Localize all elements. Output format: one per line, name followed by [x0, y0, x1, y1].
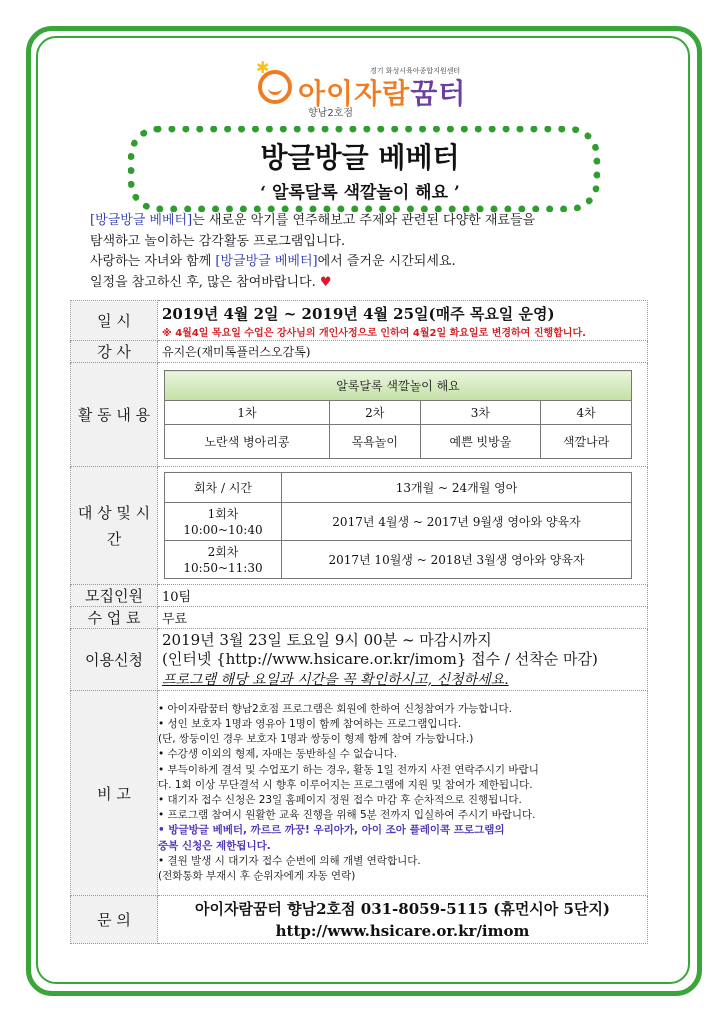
activity-header: 알록달록 색깔놀이 해요	[165, 371, 632, 401]
session-1-time: 10:00~10:40	[183, 522, 263, 537]
activity-col-2: 2차	[329, 401, 420, 425]
teacher-value: 유지은(재미톡플러스오감톡)	[158, 341, 648, 363]
star-icon: ✱	[256, 58, 270, 77]
activity-item-2: 목욕놀이	[329, 425, 420, 459]
apply-label: 이용신청	[71, 629, 158, 691]
activity-col-1: 1차	[165, 401, 330, 425]
session-1-name: 1회차	[207, 506, 239, 521]
note-item-highlight: 중복 신청은 제한됩니다.	[158, 839, 271, 852]
activity-item-3: 예쁜 빗방울	[420, 425, 540, 459]
session-2-name: 2회차	[207, 544, 239, 559]
notes-label: 비 고	[71, 691, 158, 896]
target-head-session: 회차 / 시간	[165, 473, 282, 503]
apply-line1: 2019년 3월 23일 토요일 9시 00분 ~ 마감시까지	[162, 630, 492, 649]
logo-branch: 향남2호점	[308, 108, 354, 119]
activity-item-4: 색깔나라	[541, 425, 632, 459]
logo-brand-part2: 꿈터	[410, 77, 467, 110]
recruit-label: 모집인원	[71, 585, 158, 607]
contact-label: 문 의	[71, 896, 158, 944]
note-item: • 수강생 이외의 형제, 자매는 동반하실 수 없습니다.	[158, 748, 398, 761]
row-target	[71, 467, 648, 585]
note-item-highlight: • 방글방글 베베터, 까르르 까꿍! 우리아가, 아이 조아 플레이콕 프로그램의	[158, 824, 505, 837]
activity-label: 활 동 내 용	[71, 363, 158, 467]
row-contact	[71, 896, 648, 944]
apply-note: 프로그램 해당 요일과 시간을 꼭 확인하시고, 신청하세요.	[162, 671, 509, 688]
note-item: • 결원 발생 시 대기자 접수 순번에 의해 개별 연락합니다.	[158, 854, 421, 867]
smile-face-icon	[258, 70, 292, 104]
row-fee	[71, 607, 648, 629]
intro-line1: 는 새로운 악기를 연주해보고 주제와 관련된 다양한 재료들을	[192, 213, 536, 228]
note-item: 다. 1회 이상 무단결석 시 향후 이루어지는 프로그램에 지원 및 참여가 제한됩니다.	[158, 778, 533, 791]
row-apply	[71, 629, 648, 691]
info-table	[70, 300, 648, 944]
note-item: • 대기자 접수 신청은 23일 홈페이지 정원 접수 마감 후 순차적으로 진행됩니다.	[158, 794, 522, 806]
intro-paragraph	[90, 211, 650, 293]
page-title: 방글방글 베베터	[260, 141, 460, 174]
heart-icon: ♥	[319, 274, 332, 290]
teacher-label: 강 사	[71, 341, 158, 363]
session-2-time: 10:50~11:30	[183, 560, 263, 575]
contact-url[interactable]: http://www.hsicare.or.kr/imom	[275, 921, 530, 940]
intro-line3-post: 에서 즐거운 시간되세요.	[317, 254, 456, 269]
intro-line2: 탐색하고 놀이하는 감각활동 프로그램입니다.	[90, 233, 346, 249]
note-item: • 부득이하게 결석 및 수업포기 하는 경우, 활동 1일 전까지 사전 연락주시기 바랍니	[158, 763, 539, 776]
row-teacher	[71, 341, 648, 363]
logo-subtext: 경기 화성시육아종합지원센터	[370, 67, 461, 75]
recruit-value: 10팀	[158, 585, 648, 607]
intro-line4: 일정을 참고하신 후, 많은 참여바랍니다.	[90, 274, 316, 290]
note-item: (전화통화 부재시 후 순위자에게 자동 연락)	[158, 870, 356, 883]
date-notice: ※ 4월4일 목요일 수업은 강사님의 개인사정으로 인하여 4월2일 화요일로 변경하여 진행합니다.	[162, 327, 586, 339]
note-item: • 아이자람꿈터 향남2호점 프로그램은 회원에 한하여 신청참여가 가능합니다.	[158, 702, 513, 715]
row-date	[71, 301, 648, 341]
date-value: 2019년 4월 2일 ~ 2019년 4월 25일(매주 목요일 운영)	[162, 304, 555, 323]
activity-item-1: 노란색 병아리콩	[165, 425, 330, 459]
notes-list	[158, 691, 648, 896]
note-item: • 성인 보호자 1명과 영유아 1명이 함께 참여하는 프로그램입니다.	[158, 717, 462, 730]
intro-tag-1: [방글방글 베베터]	[90, 213, 193, 228]
target-head-age: 13개월 ~ 24개월 영아	[282, 473, 632, 503]
intro-tag-2: [방글방글 베베터]	[215, 254, 318, 269]
target-table	[164, 472, 632, 579]
contact-line1: 아이자람꿈터 향남2호점 031-8059-5115 (휴먼시아 5단지)	[194, 899, 611, 918]
session-2-desc: 2017년 10월생 ~ 2018년 3월생 영아와 양육자	[282, 541, 632, 579]
date-label: 일 시	[71, 301, 158, 341]
row-recruit	[71, 585, 648, 607]
row-notes	[71, 691, 648, 896]
intro-line3-pre: 사랑하는 자녀와 함께	[90, 254, 216, 269]
session-1-desc: 2017년 4월생 ~ 2017년 9월생 영아와 양육자	[282, 503, 632, 541]
apply-line2: (인터넷 {http://www.hsicare.or.kr/imom} 접수 / 선착순 마감)	[162, 649, 598, 668]
logo-brand-part1: 아이자람	[298, 77, 411, 110]
fee-label: 수 업 료	[71, 607, 158, 629]
note-item: (단, 쌍둥이인 경우 보호자 1명과 쌍둥이 형제 함께 참여 가능합니다.)	[158, 733, 474, 746]
row-activity	[71, 363, 648, 467]
note-item: • 프로그램 참여시 원활한 교육 진행을 위해 5분 전까지 입실하여 주시기 바랍니다.	[158, 809, 536, 822]
activity-col-4: 4차	[541, 401, 632, 425]
fee-value: 무료	[158, 607, 648, 629]
page-subtitle: ‘ 알록달록 색깔놀이 해요 ’	[260, 183, 460, 203]
activity-col-3: 3차	[420, 401, 540, 425]
activity-table	[164, 370, 632, 459]
target-label: 대 상 및 시 간	[71, 467, 158, 585]
